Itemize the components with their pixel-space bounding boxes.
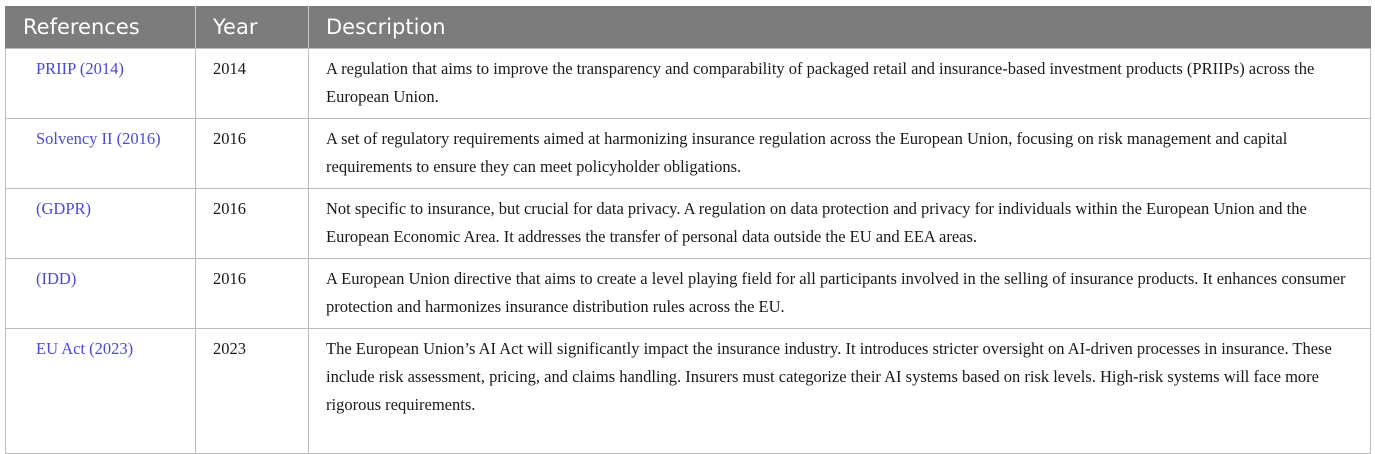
header-year: Year	[196, 6, 309, 49]
table-row	[6, 189, 1371, 259]
year-cell: 2016	[196, 189, 309, 259]
table-header	[6, 6, 1371, 49]
header-description: Description	[309, 6, 1371, 49]
table-body	[6, 49, 1371, 454]
regulations-table	[5, 6, 1371, 454]
year-cell: 2016	[196, 259, 309, 329]
year-cell: 2023	[196, 329, 309, 454]
table-row	[6, 49, 1371, 119]
header-references: References	[6, 6, 196, 49]
reference-link[interactable]: Solvency II (2016)	[6, 119, 196, 189]
description-cell: The European Union’s AI Act will significantly impact the insurance industry. It introduces stricter oversight on AI-driven processes in insurance. These include risk assessment, pricing, and claims handling. Insurers must categorize their AI systems based on risk levels. High-risk systems will face more rigorous requirements.	[309, 329, 1371, 454]
description-cell: Not specific to insurance, but crucial for data privacy. A regulation on data protection and privacy for individuals within the European Union and the European Economic Area. It addresses the transfer of personal data outside the EU and EEA areas.	[309, 189, 1371, 259]
table-row	[6, 329, 1371, 454]
reference-link[interactable]: (IDD)	[6, 259, 196, 329]
reference-link[interactable]: (GDPR)	[6, 189, 196, 259]
table-row	[6, 259, 1371, 329]
description-cell: A set of regulatory requirements aimed at harmonizing insurance regulation across the European Union, focusing on risk management and capital requirements to ensure they can meet policyholder obligations.	[309, 119, 1371, 189]
reference-link[interactable]: EU Act (2023)	[6, 329, 196, 454]
year-cell: 2016	[196, 119, 309, 189]
description-cell: A regulation that aims to improve the transparency and comparability of packaged retail and insurance-based investment products (PRIIPs) across the European Union.	[309, 49, 1371, 119]
reference-link[interactable]: PRIIP (2014)	[6, 49, 196, 119]
year-cell: 2014	[196, 49, 309, 119]
header-row	[6, 6, 1371, 49]
table-row	[6, 119, 1371, 189]
description-cell: A European Union directive that aims to create a level playing field for all participants involved in the selling of insurance products. It enhances consumer protection and harmonizes insurance distribution rules across the EU.	[309, 259, 1371, 329]
